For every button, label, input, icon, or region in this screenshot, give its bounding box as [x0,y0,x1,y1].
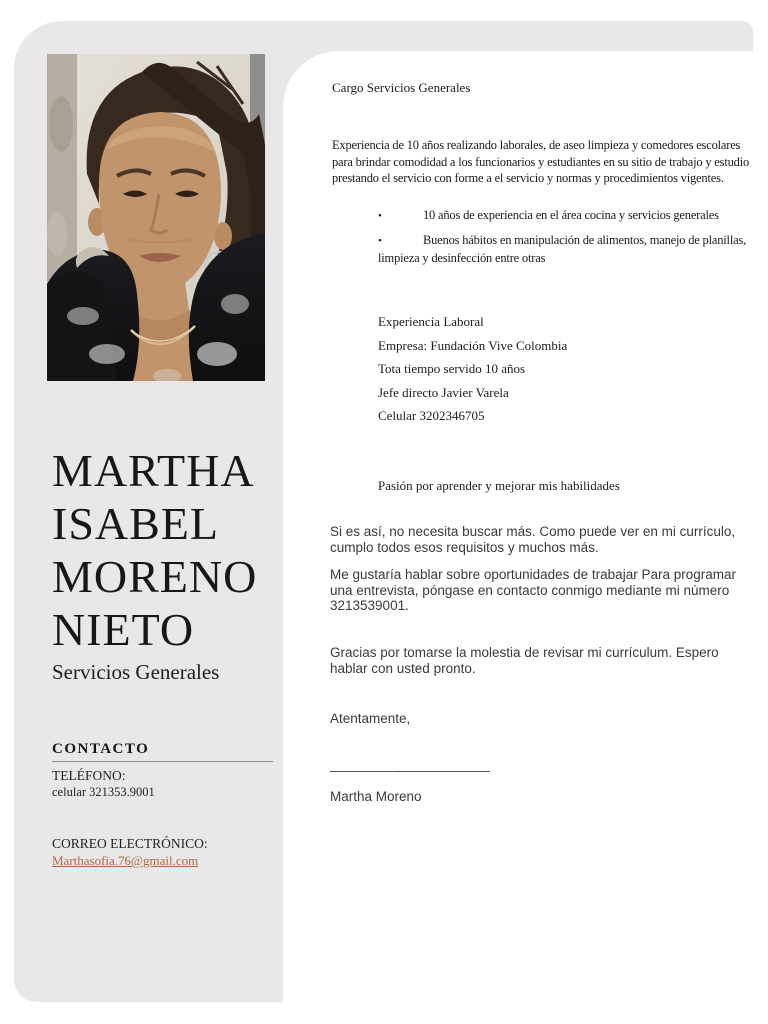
bullet-text: 10 años de experiencia en el área cocina y servicios generales [423,208,719,222]
letter-paragraph-2: Me gustaría hablar sobre oportunidades de trabajar Para programar una entrevista, póngase en contacto conmigo mediante mi número 3213539001. [330,567,736,613]
letter-closing: Atentamente, [330,711,411,726]
experience-title: Experiencia Laboral [378,314,484,329]
letter-paragraph-3: Gracias por tomarse la molestia de revisar mi currículum. Espero hablar con usted pronto. [330,645,719,676]
experience-company: Empresa: Fundación Vive Colombia [378,337,568,353]
contact-heading: CONTACTO [52,741,150,757]
profile-photo [47,54,265,381]
skills-bullet-list [332,207,756,274]
signed-name: Martha Moreno [330,789,422,804]
email-link[interactable]: Marthasofia.76@gmail.com [52,853,199,868]
phone-value: celular 321353.9001 [52,785,155,799]
role-subtitle: Servicios Generales [52,660,220,684]
contact-divider [52,761,273,762]
name-line-2: ISABEL [52,498,219,549]
name-line-1: MARTHA [52,445,255,496]
bullet-text: Buenos hábitos en manipulación de alimentos, manejo de planillas, limpieza y desinfección entre otras [378,233,747,265]
experience-boss: Jefe directo Javier Varela [378,384,509,400]
bullet-icon: • [378,210,382,222]
experience-section [378,315,738,433]
person-name [52,444,257,656]
experience-cell: Celular 3202346705 [378,408,485,423]
letter-paragraph-1: Si es así, no necesita buscar más. Como puede ver en mi currículo, cumplo todos esos requisitos y muchos más. [330,524,736,555]
name-line-3: MORENO [52,551,258,602]
bullet-icon: • [378,235,382,247]
bullet-item [332,207,756,225]
passion-statement: Pasión por aprender y mejorar mis habilidades [378,478,620,493]
bullet-item [332,232,756,267]
signature-line: ____________________ [330,757,491,772]
email-label: CORREO ELECTRÓNICO: [52,836,208,851]
summary-paragraph: Experiencia de 10 años realizando laborales, de aseo limpieza y comedores escolares para brindar comodidad a los funcionarios y estudiantes en su sitio de trabajo y estudio prestando el servicio con forme a el servicio y normas y procedimientos vigentes. [332,138,750,185]
name-line-4: NIETO [52,604,195,655]
phone-label: TELÉFONO: [52,768,126,783]
experience-time: Tota tiempo servido 10 años [378,361,526,376]
cargo-title: Cargo Servicios Generales [332,80,471,95]
